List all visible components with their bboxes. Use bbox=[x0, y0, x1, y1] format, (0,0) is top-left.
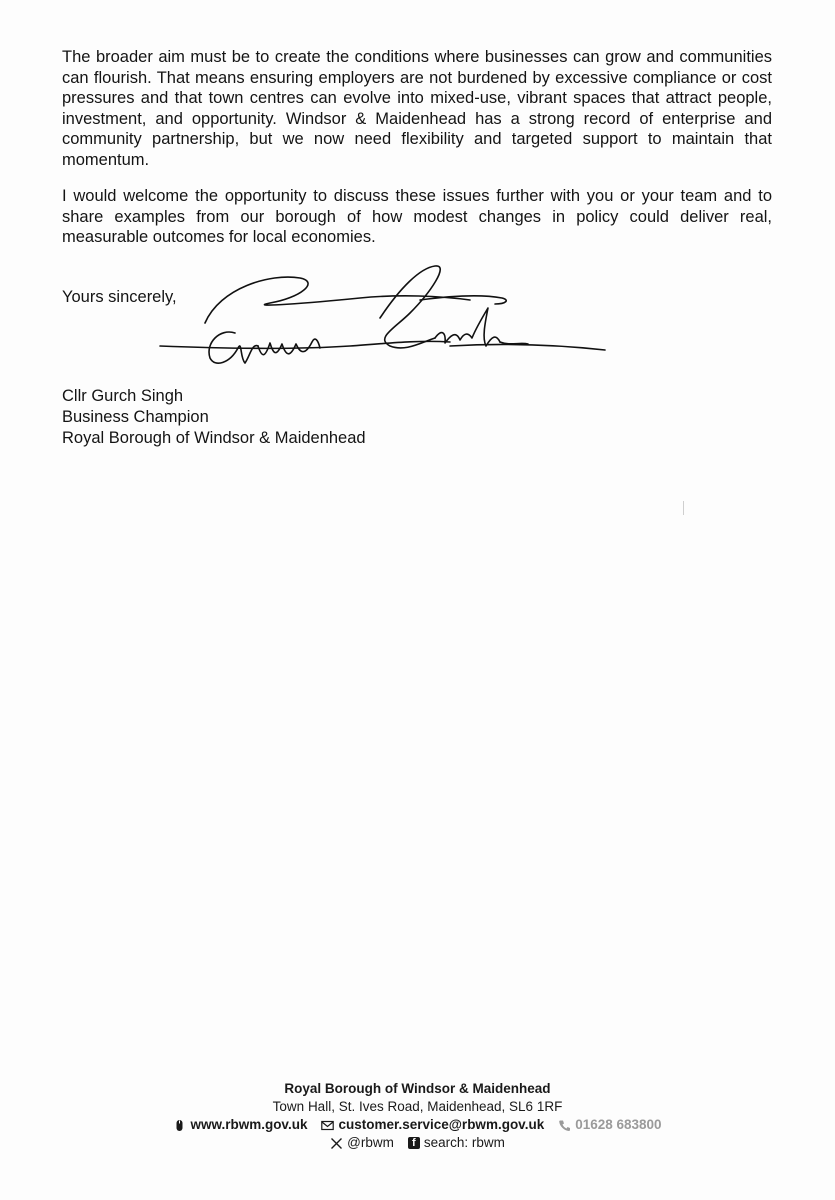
footer-facebook[interactable] bbox=[408, 1134, 505, 1152]
x-logo-icon bbox=[330, 1137, 343, 1150]
signatory-name: Cllr Gurch Singh bbox=[62, 387, 184, 405]
footer-facebook-text[interactable]: search: rbwm bbox=[423, 1135, 505, 1150]
handwritten-signature bbox=[150, 258, 610, 388]
footer-email-text[interactable]: customer.service@rbwm.gov.uk bbox=[338, 1117, 545, 1132]
envelope-icon bbox=[321, 1119, 334, 1132]
footer-email[interactable] bbox=[321, 1116, 544, 1134]
footer-website-text[interactable]: www.rbwm.gov.uk bbox=[190, 1117, 308, 1132]
scan-mark bbox=[683, 501, 684, 515]
footer-phone[interactable] bbox=[558, 1116, 661, 1134]
footer-organisation: Royal Borough of Windsor & Maidenhead bbox=[284, 1081, 551, 1096]
facebook-icon: f bbox=[408, 1137, 420, 1149]
footer-contact-row bbox=[0, 1116, 835, 1134]
letter-footer bbox=[0, 1080, 835, 1152]
letter-paragraph-1: The broader aim must be to create the conditions where businesses can grow and communities can flourish. That means ensuring employers are not burdened by excessive compliance or cost pressures and that town centres can evolve into mixed-use, vibrant spaces that attract people, investment, and opportunity. Windsor & Maidenhead has a strong record of enterprise and community partnership, but we now need flexibility and targeted support to maintain that momentum. bbox=[62, 48, 772, 169]
footer-address: Town Hall, St. Ives Road, Maidenhead, SL6 1RF bbox=[272, 1099, 563, 1114]
signatory-role: Business Champion bbox=[62, 408, 209, 426]
footer-phone-text[interactable]: 01628 683800 bbox=[575, 1117, 662, 1132]
closing-salutation: Yours sincerely, bbox=[62, 288, 177, 306]
letter-paragraph-2: I would welcome the opportunity to discuss these issues further with you or your team and to share examples from our borough of how modest changes in policy could deliver real, measurable outcomes for local economies. bbox=[62, 187, 772, 247]
signatory-organisation: Royal Borough of Windsor & Maidenhead bbox=[62, 429, 366, 447]
footer-website[interactable] bbox=[173, 1116, 307, 1134]
footer-x[interactable] bbox=[330, 1134, 394, 1152]
mouse-icon bbox=[173, 1119, 186, 1132]
footer-social-row bbox=[0, 1134, 835, 1152]
phone-icon bbox=[558, 1119, 571, 1132]
footer-x-handle[interactable]: @rbwm bbox=[347, 1135, 394, 1150]
signatory-block bbox=[62, 386, 366, 449]
